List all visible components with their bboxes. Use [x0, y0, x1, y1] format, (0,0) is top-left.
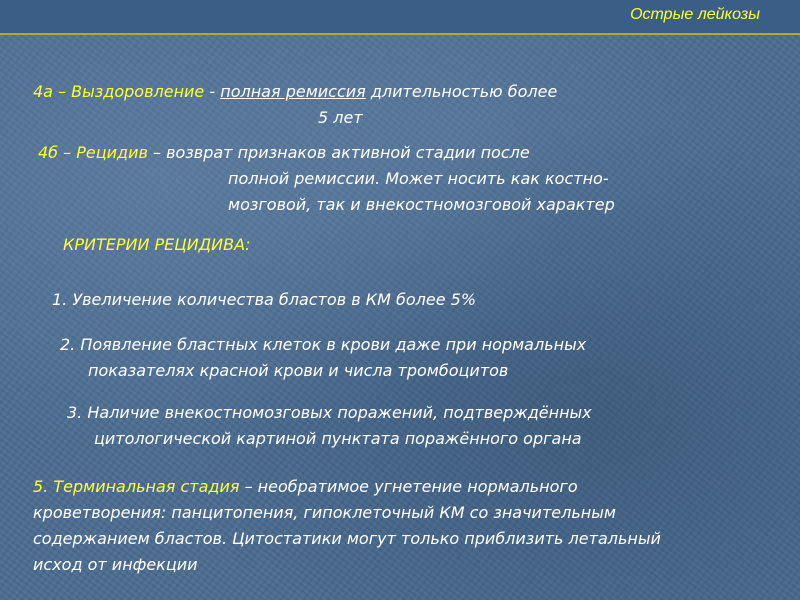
section-5-line4: исход от инфекции	[33, 555, 198, 574]
criteria-heading: КРИТЕРИИ РЕЦИДИВА:	[63, 235, 251, 254]
criteria-item-1: 1. Увеличение количества бластов в КМ более 5%	[52, 290, 477, 309]
slide-title: Острые лейкозы	[630, 6, 760, 23]
section-5-line2: кроветворения: панцитопения, гипоклеточный КМ со значительным	[33, 503, 616, 522]
section-4a-term: 4а – Выздоровление	[33, 82, 205, 101]
criteria-item-3-line1: 3. Наличие внекостномозговых поражений, подтверждённых	[67, 403, 592, 422]
section-4b-line1	[38, 143, 530, 163]
section-4b-line1-rest: – возврат признаков активной стадии после	[147, 143, 530, 162]
section-5-term: 5. Терминальная стадия	[33, 477, 240, 496]
section-5-line1	[33, 477, 578, 497]
section-4b-term: 4б – Рецидив	[38, 143, 148, 162]
criteria-item-2-line2: показателях красной крови и числа тромбоцитов	[88, 361, 509, 380]
section-4b-line3: мозговой, так и внекостномозговой характер	[228, 195, 615, 214]
title-bar	[0, 0, 800, 35]
section-4b-line2: полной ремиссии. Может носить как костно-	[228, 169, 609, 188]
section-4a-rest: длительностью более	[365, 82, 558, 101]
criteria-item-2-line1: 2. Появление бластных клеток в крови даже при нормальных	[60, 335, 587, 354]
criteria-item-3-line2: цитологической картиной пунктата поражённого органа	[94, 429, 582, 448]
section-4a-underlined: полная ремиссия	[220, 82, 366, 101]
section-4a-line1	[33, 82, 557, 102]
section-5-line3: содержанием бластов. Цитостатики могут только приблизить летальный	[33, 529, 661, 548]
section-4a-dash: -	[204, 82, 221, 101]
section-5-line1-rest: – необратимое угнетение нормального	[239, 477, 578, 496]
section-4a-line2: 5 лет	[318, 108, 363, 127]
